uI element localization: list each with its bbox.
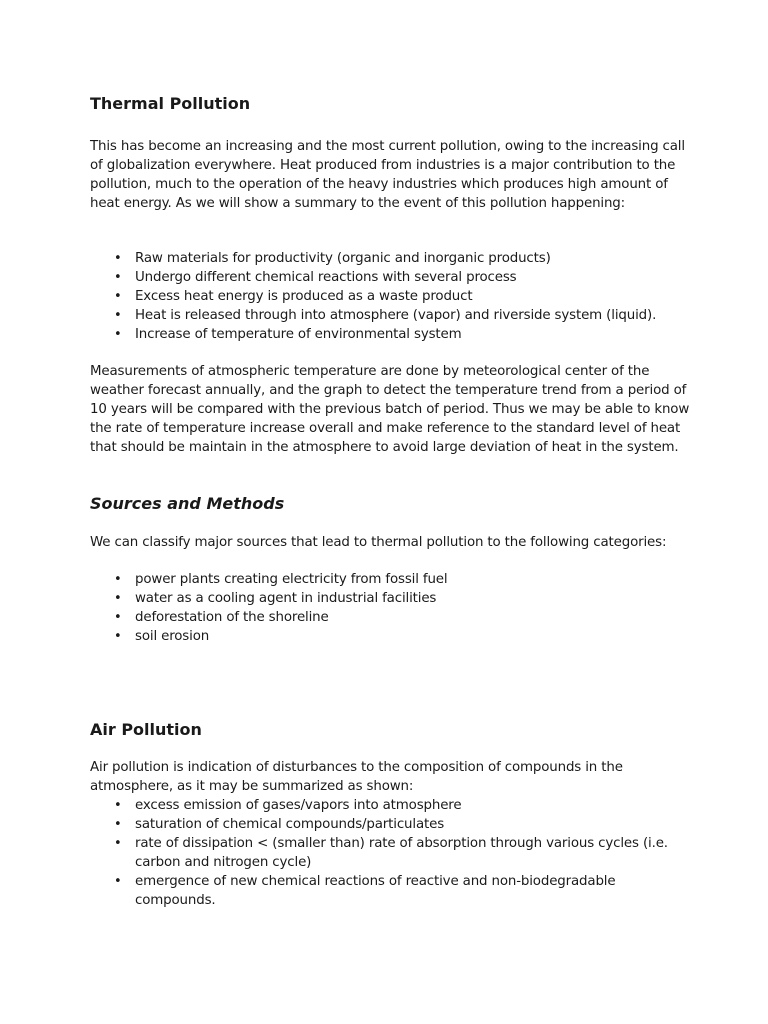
list-item: • power plants creating electricity from fossil fuel xyxy=(114,572,448,587)
list-item: • water as a cooling agent in industrial facilities xyxy=(114,591,437,606)
thermal-process-list xyxy=(90,249,690,344)
list-item: • soil erosion xyxy=(114,629,210,644)
bullet-icon: • xyxy=(114,270,122,285)
list-item: • deforestation of the shoreline xyxy=(114,610,329,625)
bullet-icon: • xyxy=(114,308,122,323)
thermal-pollution-heading: Thermal Pollution xyxy=(90,94,251,113)
bullet-icon: • xyxy=(114,629,122,644)
measurements-paragraph: Measurements of atmospheric temperature are done by meteorological center of the weather forecast annually, and the graph to detect the temperature trend from a period of 10 years will be compared with the previous batch of period. Thus we may be able to know the rate of temperature increase overall and make reference to the standard level of heat that should be maintain in the atmosphere to avoid large deviation of heat in the system. xyxy=(90,364,690,455)
bullet-icon: • xyxy=(114,817,122,832)
bullet-icon: • xyxy=(114,591,122,606)
bullet-icon: • xyxy=(114,327,122,342)
bullet-icon: • xyxy=(114,798,122,813)
air-pollution-heading: Air Pollution xyxy=(90,720,202,739)
list-item: • Increase of temperature of environmental system xyxy=(114,327,462,342)
sources-and-methods-heading: Sources and Methods xyxy=(90,494,285,513)
thermal-intro-paragraph: This has become an increasing and the most current pollution, owing to the increasing call of globalization everywhere. Heat produced from industries is a major contribution to the pollution, much to the operation of the heavy industries which produces high amount of heat energy. As we will show a summary to the event of this pollution happening: xyxy=(90,139,685,211)
bullet-icon: • xyxy=(114,572,122,587)
bullet-icon: • xyxy=(114,251,122,266)
list-item: • saturation of chemical compounds/particulates xyxy=(114,817,445,832)
air-pollution-list xyxy=(90,796,690,910)
sources-list xyxy=(90,570,690,646)
list-item: • rate of dissipation < (smaller than) rate of absorption through various cycles (i.e. carbon and nitrogen cycle) xyxy=(114,836,668,870)
bullet-icon: • xyxy=(114,289,122,304)
list-item: • Undergo different chemical reactions with several process xyxy=(114,270,517,285)
list-item: • Raw materials for productivity (organic and inorganic products) xyxy=(114,251,551,266)
list-item: • Heat is released through into atmosphere (vapor) and riverside system (liquid). xyxy=(114,308,657,323)
list-item: • Excess heat energy is produced as a waste product xyxy=(114,289,473,304)
sources-intro-paragraph: We can classify major sources that lead to thermal pollution to the following categories: xyxy=(90,535,667,550)
air-intro-paragraph: Air pollution is indication of disturbances to the composition of compounds in the atmosphere, as it may be summarized as shown: xyxy=(90,760,623,794)
bullet-icon: • xyxy=(114,836,122,851)
list-item: • emergence of new chemical reactions of reactive and non-biodegradable compounds. xyxy=(114,874,616,908)
bullet-icon: • xyxy=(114,874,122,889)
list-item: • excess emission of gases/vapors into atmosphere xyxy=(114,798,462,813)
bullet-icon: • xyxy=(114,610,122,625)
